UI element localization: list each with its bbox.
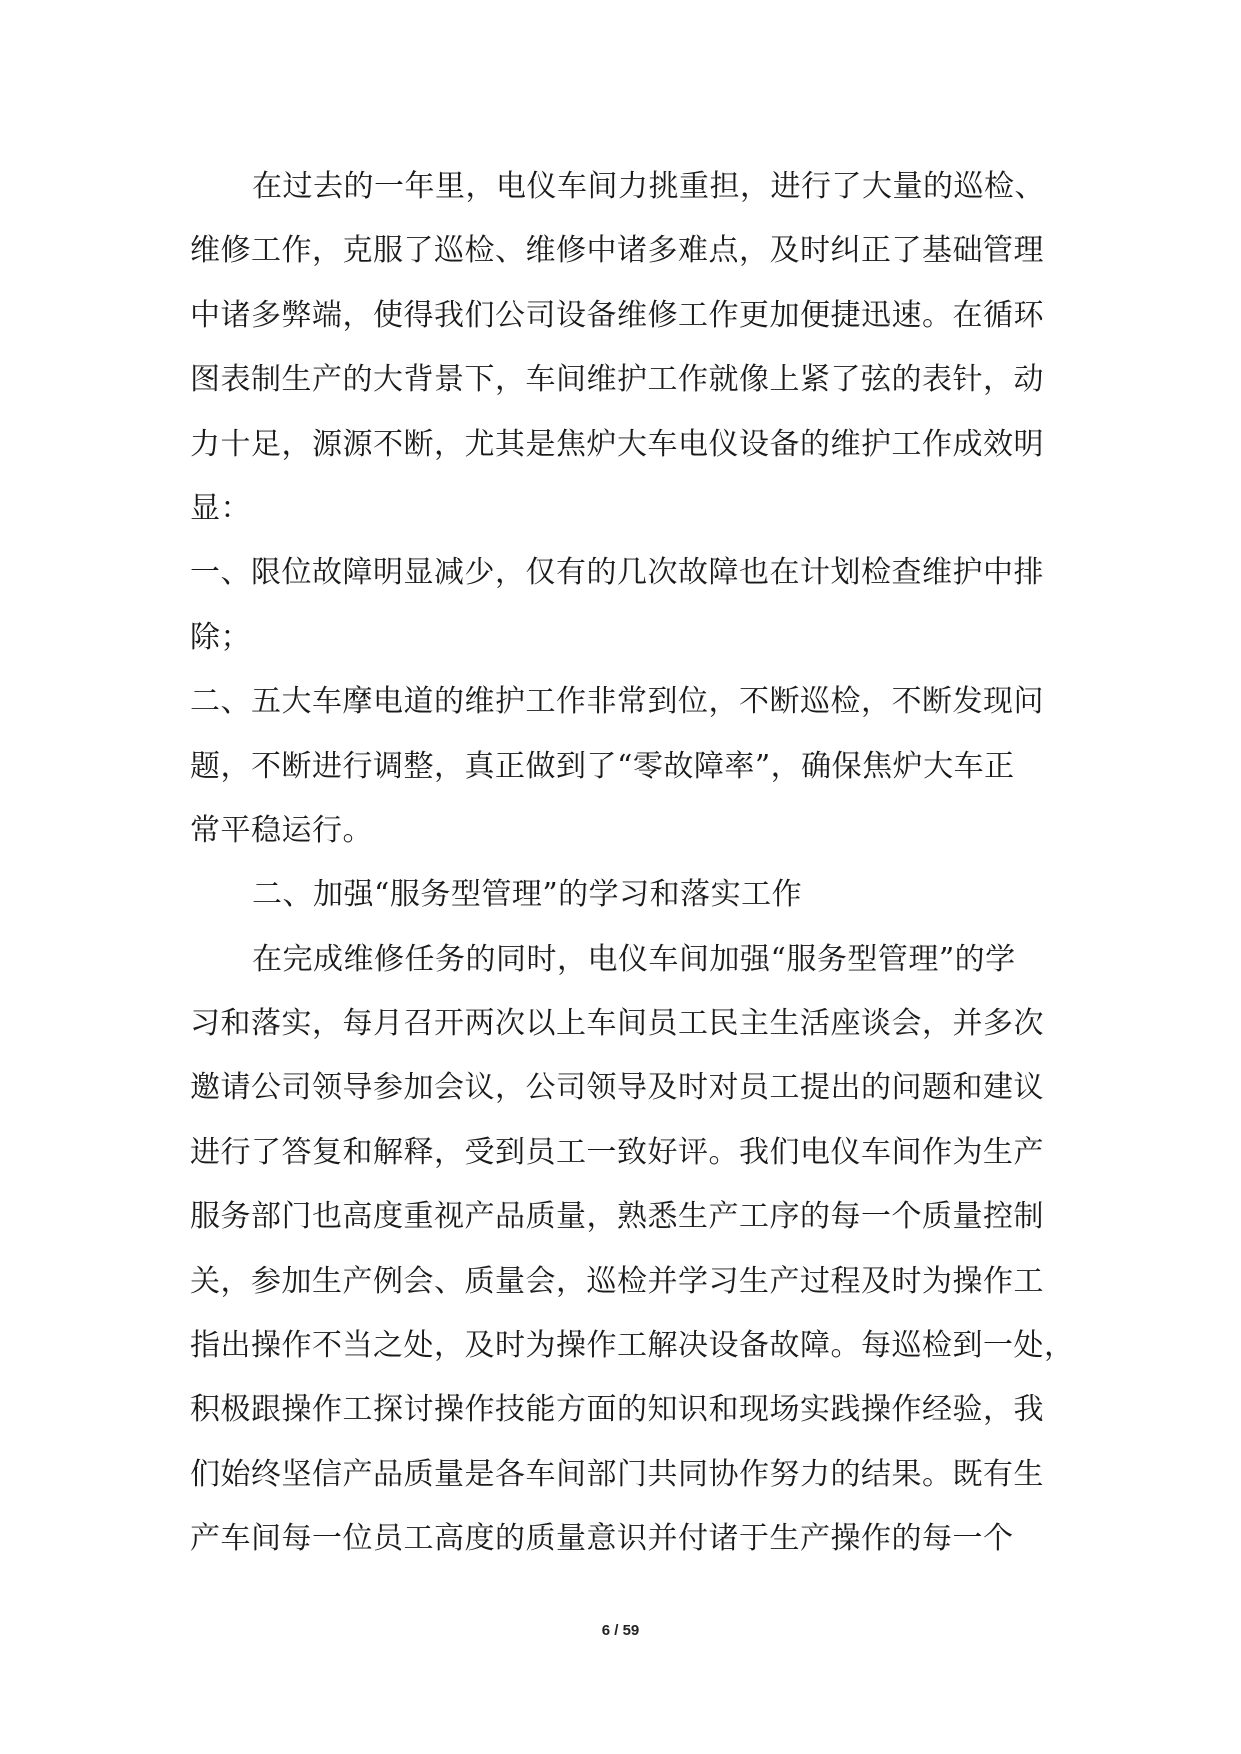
text-line: 常平稳运行。 [190,812,373,848]
text-line: 习和落实，每月召开两次以上车间员工民主生活座谈会，并多次 [190,1006,1044,1042]
text-line: 指出操作不当之处，及时为操作工解决设备故障。每巡检到一处， [190,1328,1075,1364]
text-line: 产车间每一位员工高度的质量意识并付诸于生产操作的每一个 [190,1521,1014,1557]
text-line: 二、加强“服务型管理”的学习和落实工作 [252,877,803,913]
body-text [190,155,1075,1572]
text-line: 力十足，源源不断，尤其是焦炉大车电仪设备的维护工作成效明 [190,426,1044,462]
text-line: 显： [190,490,251,526]
text-line: 们始终坚信产品质量是各车间部门共同协作努力的结果。既有生 [190,1456,1044,1492]
text-line: 一、限位故障明显减少，仅有的几次故障也在计划检查维护中排 [190,555,1044,591]
text-line: 邀请公司领导参加会议，公司领导及时对员工提出的问题和建议 [190,1070,1044,1106]
text-line: 中诸多弊端，使得我们公司设备维修工作更加便捷迅速。在循环 [190,297,1044,333]
text-line: 图表制生产的大背景下，车间维护工作就像上紧了弦的表针，动 [190,362,1044,398]
text-line: 题，不断进行调整，真正做到了“零故障率”，确保焦炉大车正 [190,748,1015,784]
text-line: 除； [190,619,251,655]
text-line: 积极跟操作工探讨操作技能方面的知识和现场实践操作经验，我 [190,1392,1044,1428]
text-line: 进行了答复和解释，受到员工一致好评。我们电仪车间作为生产 [190,1134,1044,1170]
text-line: 二、五大车摩电道的维护工作非常到位，不断巡检，不断发现问 [190,684,1044,720]
text-line: 关，参加生产例会、质量会，巡检并学习生产过程及时为操作工 [190,1263,1044,1299]
text-line: 服务部门也高度重视产品质量，熟悉生产工序的每一个质量控制 [190,1199,1044,1235]
text-line: 在完成维修任务的同时，电仪车间加强“服务型管理”的学 [252,941,1016,977]
text-line: 在过去的一年里，电仪车间力挑重担，进行了大量的巡检、 [252,169,1045,204]
page-number: 6 / 59 [601,1622,640,1639]
text-line: 维修工作，克服了巡检、维修中诸多难点，及时纠正了基础管理 [190,233,1044,269]
